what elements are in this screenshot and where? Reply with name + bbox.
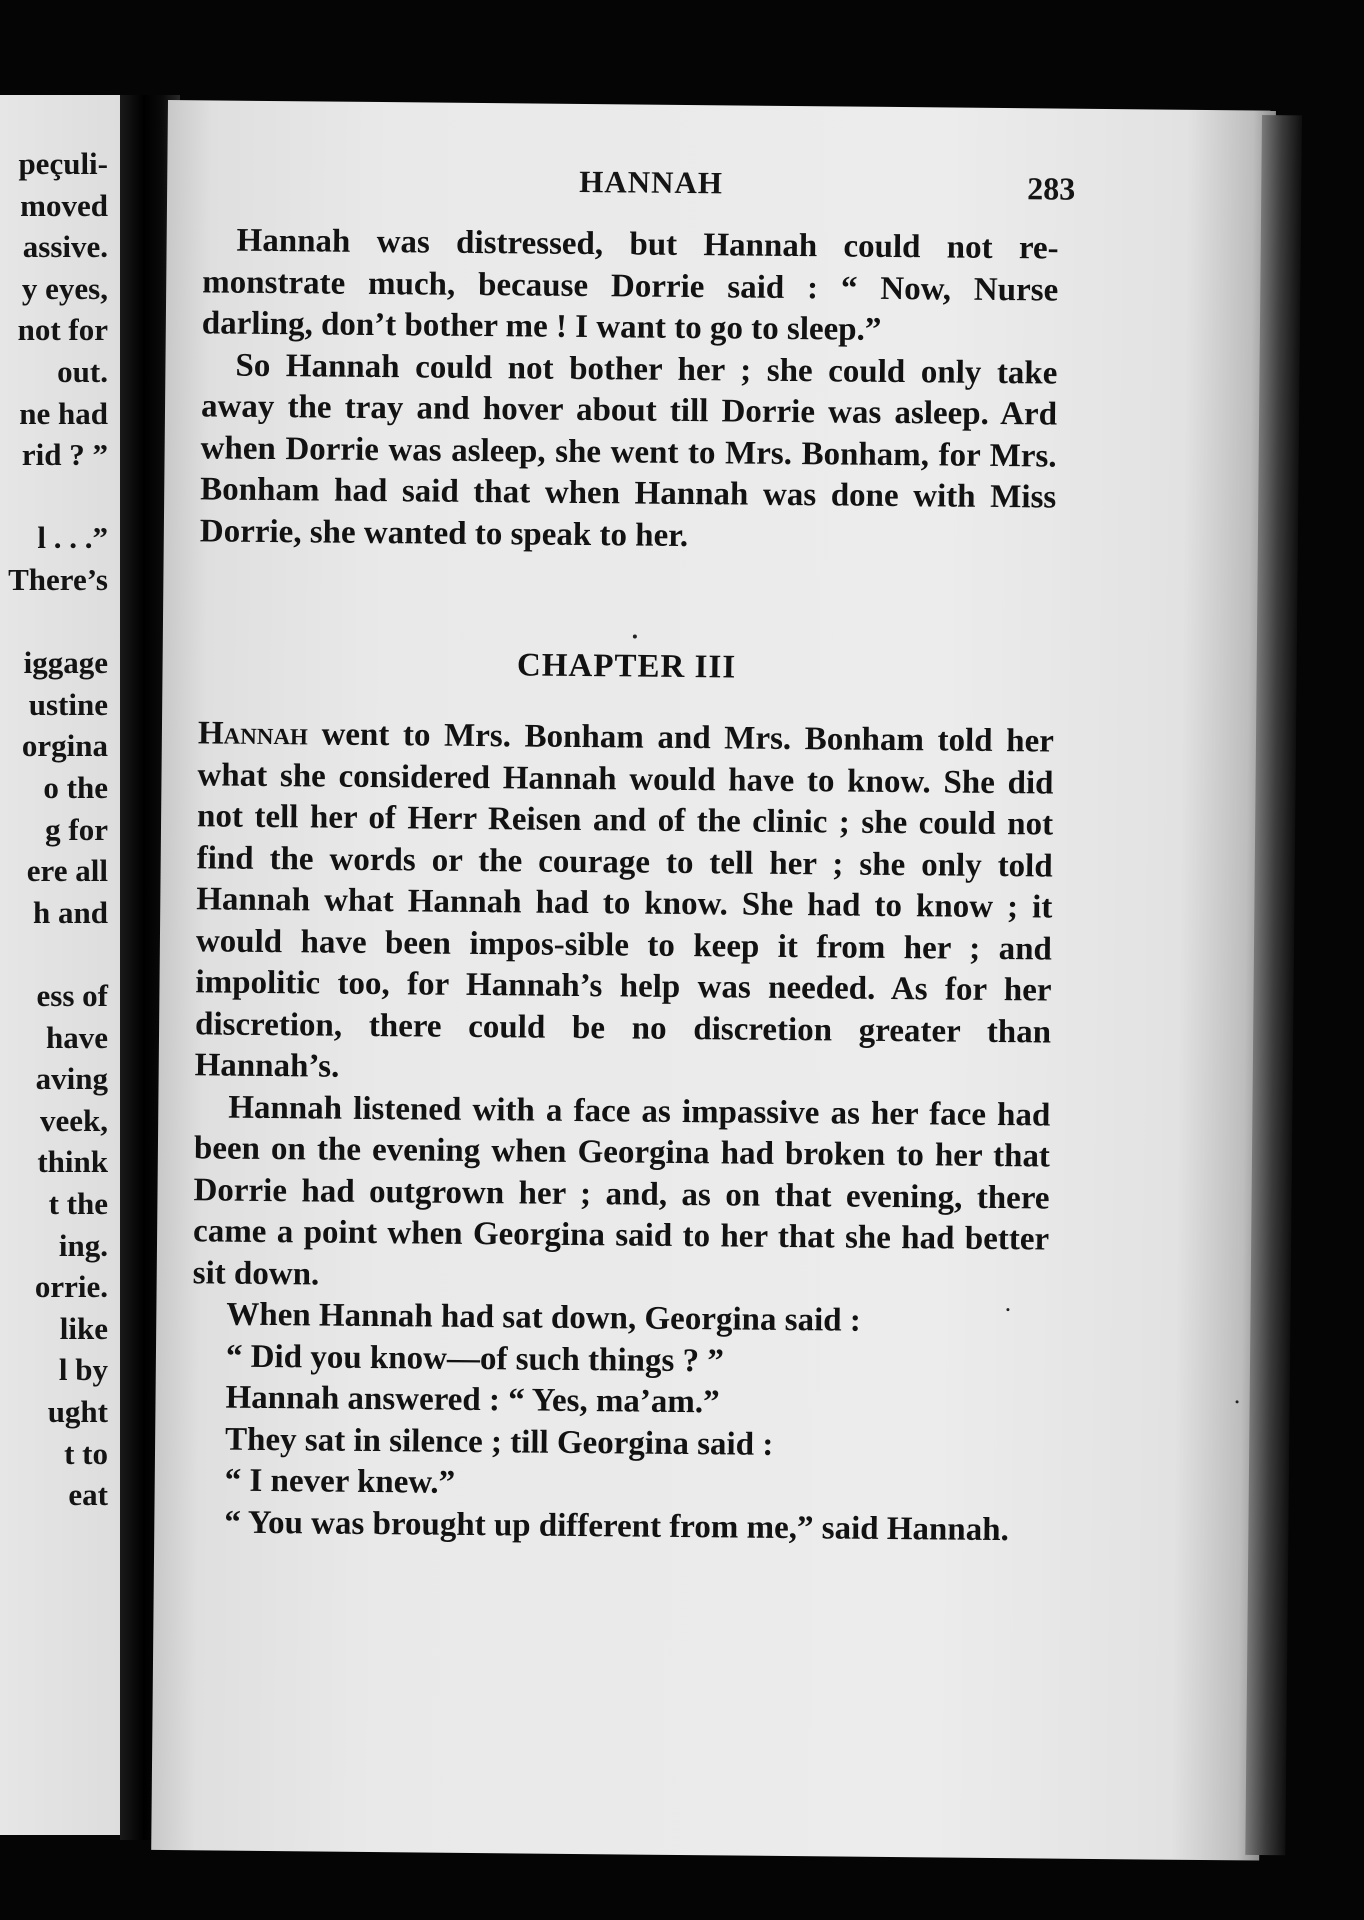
left-page-line: t the	[48, 1186, 108, 1221]
dialog-line: “ I never knew.”	[224, 1462, 456, 1501]
dialog-line: “ Did you know—of such things ? ”	[225, 1338, 724, 1379]
left-page-line: think	[37, 1144, 108, 1180]
scan-speck	[1236, 1400, 1239, 1403]
chapter-heading: CHAPTER III	[516, 647, 737, 686]
left-page-line: l . . .”	[37, 520, 108, 556]
left-page-line: ere all	[26, 853, 108, 889]
left-page-line: orgina	[21, 728, 108, 764]
left-page-line: ne had	[19, 395, 108, 431]
left-page-line: ustine	[28, 686, 108, 722]
paragraph: Hannah was distressed, but Hannah could not re-monstrate much, because Dorrie said : “ Now, Nurse darling, don’t bother me ! I want to go to sleep.”	[201, 222, 1059, 348]
left-page-line: h and	[33, 894, 108, 930]
left-page-line: iggage	[23, 645, 108, 681]
paragraph: “ You was brought up different from me,” said Hannah.	[224, 1504, 1009, 1548]
chapter-opening-paragraph	[195, 713, 1055, 1095]
left-page-line: There’s	[8, 562, 108, 597]
left-page-line: have	[46, 1019, 108, 1055]
left-page-line: not for	[17, 312, 108, 348]
page-number: 283	[1027, 170, 1076, 207]
body-text	[190, 220, 1059, 1551]
left-page-line: l by	[58, 1352, 108, 1388]
scan-speck	[633, 634, 637, 638]
left-page-line: eat	[68, 1477, 108, 1513]
left-page-line: t to	[64, 1435, 108, 1471]
paragraph: So Hannah could not bother her ; she could only take away the tray and hover about till Dorrie was asleep. Ard when Dorrie was asleep, she went to Mrs. Bonham, for Mrs. Bonham had said that when Hannah was done with Miss Dorrie, she wanted to speak to her.	[199, 347, 1058, 554]
dialog-line: They sat in silence ; till Georgina said :	[224, 1421, 774, 1463]
left-page-line: like	[59, 1310, 108, 1346]
left-page-line: y eyes,	[21, 270, 108, 306]
dialog-line: When Hannah had sat down, Georgina said :	[226, 1296, 861, 1339]
left-page-line: ing.	[58, 1227, 108, 1263]
left-page-line: ess of	[36, 978, 108, 1013]
paragraph: Hannah listened with a face as impassive as her face had been on the evening when Georgina had broken to her that Dorrie had outgrown her ; and, as on that evening, there came a point when Georgina said to her that she had better sit down.	[192, 1089, 1051, 1293]
left-page-line: o the	[43, 770, 108, 805]
left-page-line: peçuli-	[18, 146, 108, 181]
left-page-line: assive.	[22, 229, 108, 265]
left-page-line: ught	[47, 1394, 108, 1429]
chapter-opening-text: went to Mrs. Bonham and Mrs. Bonham told her what she considered Hannah would have to know. She did not tell her of Herr Reisen and of the clinic ; she could not find the words or the courage to tell her ; she only told Hannah what Hannah had to know. She had to know ; it would have been impos-sible to keep it from her ; and impolitic too, for Hannah’s help was needed. As for her discretion, there could be no discretion greater than Hannah’s.	[194, 716, 1055, 1085]
left-page-line: aving	[35, 1061, 108, 1097]
running-head	[167, 160, 1275, 207]
left-page-line: g for	[45, 811, 108, 847]
left-page-line: orrie.	[34, 1269, 108, 1305]
chapter-opening-word: Hannah	[197, 715, 309, 753]
left-page-line: out.	[57, 354, 108, 389]
running-title: HANNAH	[579, 163, 724, 201]
dialog-line: Hannah answered : “ Yes, ma’am.”	[225, 1379, 720, 1421]
left-page-line: moved	[20, 187, 108, 223]
left-page-line: rid ? ”	[21, 437, 108, 473]
right-page	[151, 100, 1276, 1861]
left-page-line: veek,	[39, 1102, 108, 1138]
scan-speck	[1006, 1308, 1009, 1311]
